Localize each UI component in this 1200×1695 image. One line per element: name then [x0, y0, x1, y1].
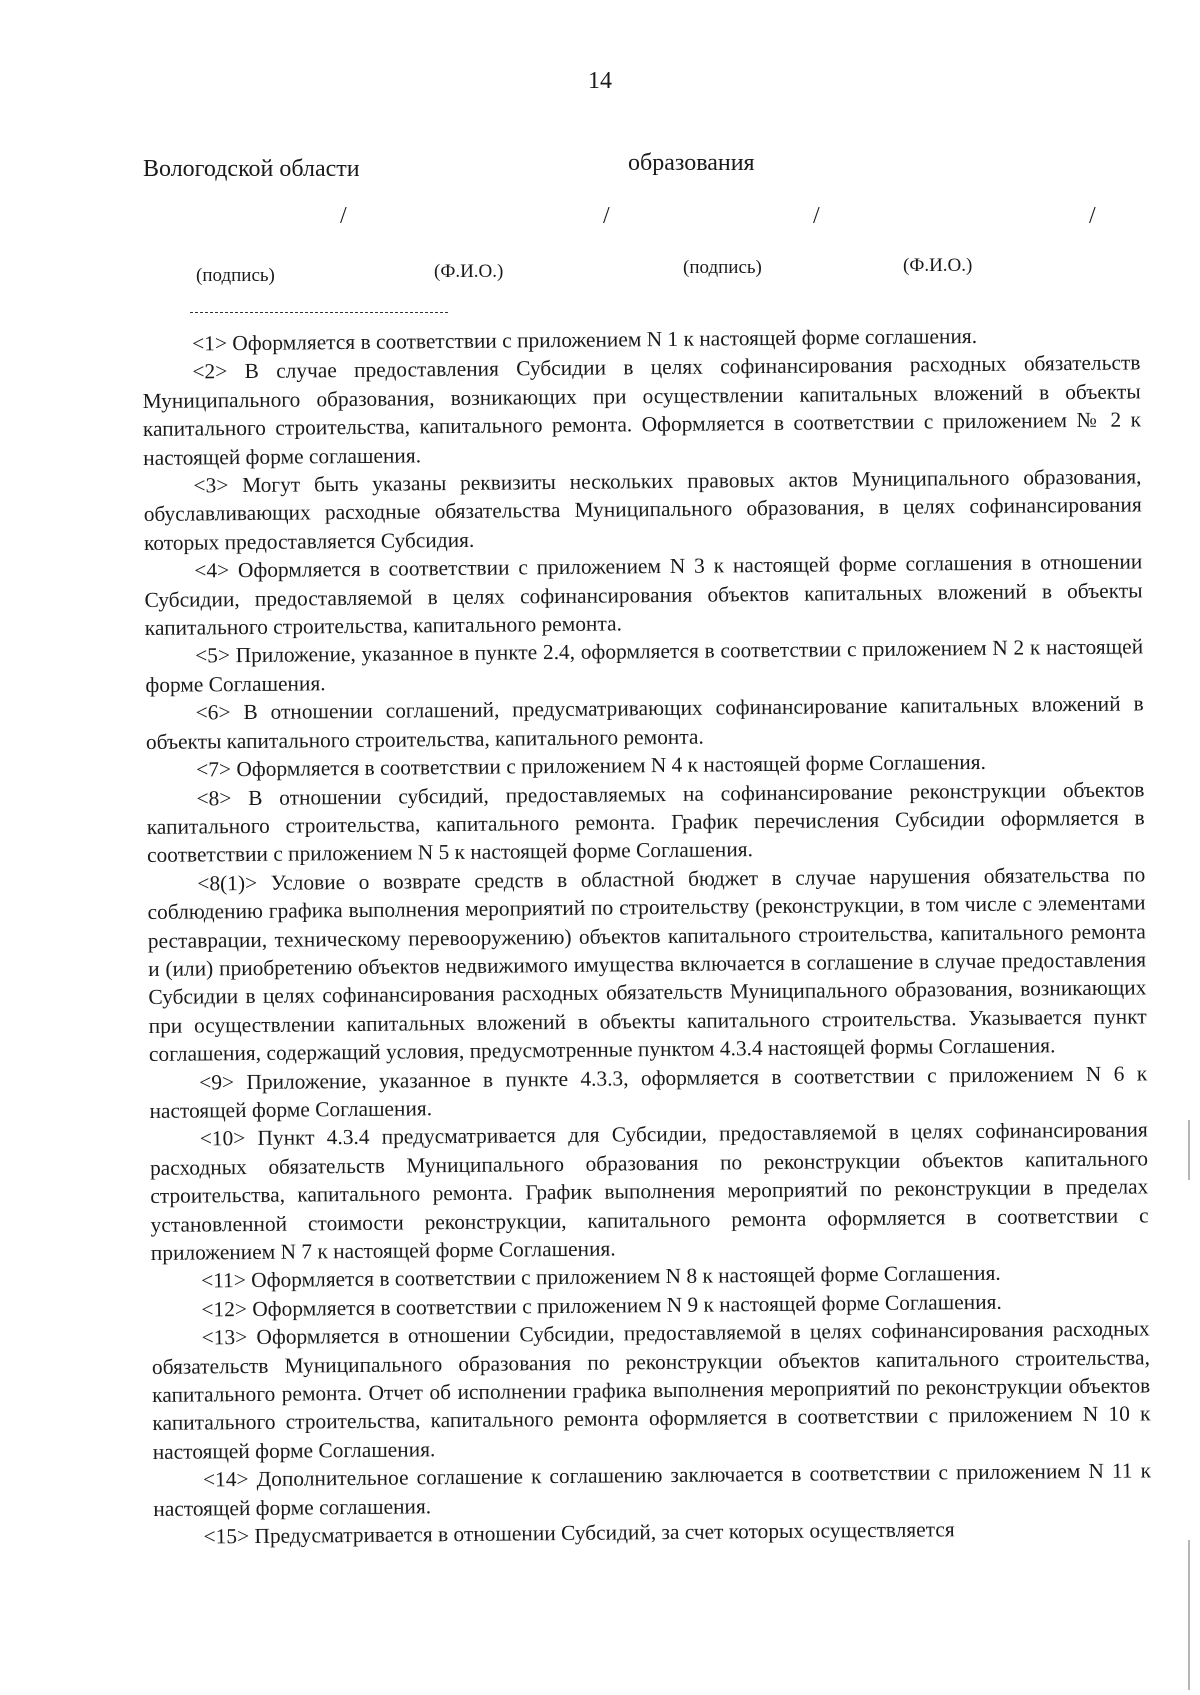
signature-slash-2: /	[603, 203, 610, 229]
scan-edge-mark	[1188, 1540, 1190, 1690]
footnote-5: <5> Приложение, указанное в пункте 2.4, оформляется в соответствии с приложением N 2 к настоящей форме Соглашения.	[145, 634, 1144, 697]
footnote-4: <4> Оформляется в соответствии с приложением N 3 к настоящей форме соглашения в отношении Субсидии, предоставляемой в целях софинансирования объектов капитальных вложений в объекты капитального строительства, капитального ремонта.	[144, 549, 1143, 641]
scan-edge-mark	[1188, 1120, 1190, 1180]
signature-slash-3: /	[813, 203, 820, 229]
left-name-caption: (Ф.И.О.)	[434, 261, 504, 282]
footnote-14: <14> Дополнительное соглашение к соглашению заключается в соответствии с приложением N 11 к настоящей форме соглашения.	[153, 1458, 1152, 1521]
footnote-6: <6> В отношении соглашений, предусматривающих софинансирование капитальных вложений в объекты капитального строительства, капитального ремонта.	[145, 691, 1144, 754]
footnote-8-1: <8(1)> Условие о возврате средств в областной бюджет в случае нарушения обязательства по соблюдению графика выполнения мероприятий по строительству (реконструкции, в том числе с элементами реставрации, техническому перевооружению) объектов капитального строительства, капитального ремонта и (или) приобретению объектов недвижимого имущества включается в соглашение в случае предоставления Субсидии в целях софинансирования расходных обязательств Муниципального образования, возникающих при осуществлении капитальных вложений в объекты капитального строительства. Указывается пункт соглашения, содержащий условия, предусмотренные пунктом 4.3.4 настоящей формы Соглашения.	[147, 862, 1147, 1067]
footnote-7: <7> Оформляется в соответствии с приложением N 4 к настоящей форме Соглашения.	[196, 750, 987, 782]
footnote-15: <15> Предусматривается в отношении Субсидий, за счет которых осуществляется	[203, 1517, 955, 1549]
footnote-13: <13> Оформляется в отношении Субсидии, предоставляемой в целях софинансирования расходных обязательств Муниципального образования по реконструкции объектов капитального строительства, капитального ремонта. Отчет об исполнении графика выполнения мероприятий по реконструкции объектов капитального строительства, капитального ремонта оформляется в соответствии с приложением N 10 к настоящей форме Соглашения.	[151, 1316, 1151, 1464]
signature-slash-1: /	[340, 203, 347, 229]
footnote-3: <3> Могут быть указаны реквизиты нескольких правовых актов Муниципального образования, обуславливающих расходные обязательства Муниципального образования, в целях софинансирования которых предоставляется Субсидия.	[143, 464, 1142, 555]
right-name-caption: (Ф.И.О.)	[903, 255, 973, 276]
footnote-12: <12> Оформляется в соответствии с приложением N 9 к настоящей форме Соглашения.	[201, 1289, 1002, 1322]
page-number: 14	[588, 68, 612, 94]
footnotes-list	[142, 320, 1152, 1551]
footnote-11: <11> Оформляется в соответствии с приложением N 8 к настоящей форме Соглашения.	[201, 1261, 1001, 1293]
footnote-2: <2> В случае предоставления Субсидии в целях софинансирования расходных обязательств Муниципального образования, возникающих при осуществлении капитальных вложений в объекты капитального строительства, капитального ремонта. Оформляется в соответствии с приложением № 2 к настоящей форме соглашения.	[142, 350, 1142, 470]
footnote-8: <8> В отношении субсидий, предоставляемых на софинансирование реконструкции объектов капитального строительства, капитального ремонта. График перечисления Субсидии оформляется в соответствии с приложением N 5 к настоящей форме Соглашения.	[146, 776, 1145, 868]
left-signature-caption: (подпись)	[196, 265, 275, 286]
right-signature-caption: (подпись)	[683, 257, 762, 278]
signature-slash-4: /	[1089, 203, 1096, 229]
signature-heading-right: образования	[628, 150, 755, 176]
footnote-10: <10> Пункт 4.3.4 предусматривается для Субсидии, предоставляемой в целях софинансирования расходных обязательств Муниципального образования по реконструкции объектов капитального строительства, капитального ремонта. График выполнения мероприятий по реконструкции в пределах установленной стоимости реконструкции, капитального ремонта оформляется в соответствии с приложением N 7 к настоящей форме Соглашения.	[149, 1117, 1149, 1265]
footnote-9: <9> Приложение, указанное в пункте 4.3.3, оформляется в соответствии с приложением N 6 к настоящей форме Соглашения.	[149, 1060, 1148, 1123]
footnote-1: <1> Оформляется в соответствии с приложением N 1 к настоящей форме соглашения.	[192, 323, 978, 356]
footnote-separator	[190, 312, 448, 313]
signature-heading-left: Вологодской области	[143, 156, 360, 182]
